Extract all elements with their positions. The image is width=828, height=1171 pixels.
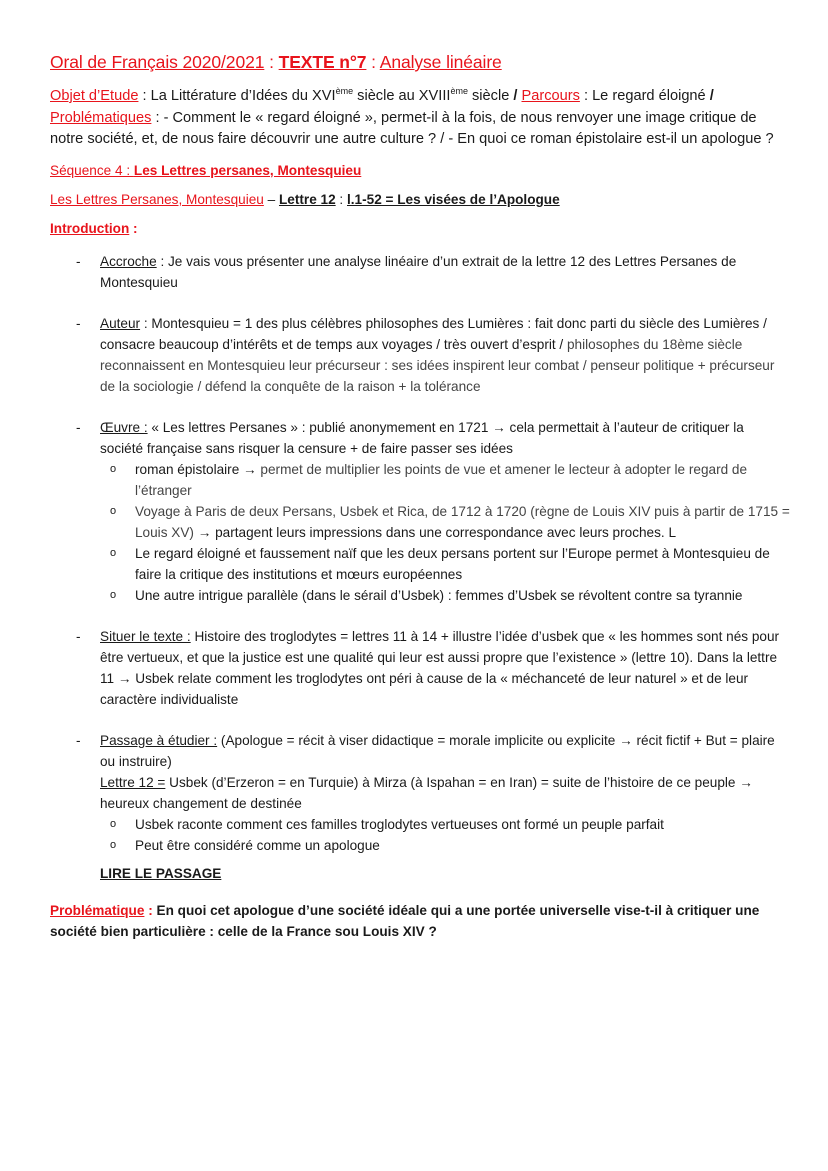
sub-item-text: Une autre intrigue parallèle (dans le sérail d’Usbek) : femmes d’Usbek se révoltent contre sa tyrannie bbox=[135, 587, 743, 603]
list-item-oeuvre bbox=[50, 417, 790, 606]
objet-etude-text: : La Littérature d’Idées du XVI bbox=[138, 88, 336, 104]
extract-dash: – bbox=[263, 191, 279, 207]
read-passage-heading: LIRE LE PASSAGE bbox=[100, 865, 222, 881]
dash-bullet-icon: - bbox=[76, 628, 81, 644]
problematique-block bbox=[50, 900, 790, 942]
list-item-situer bbox=[50, 626, 790, 710]
sub-item-text: Peut être considéré comme un apologue bbox=[135, 837, 380, 853]
item-text: : Montesquieu = 1 des plus célèbres philosophes des Lumières : fait donc parti du siècle des Lumières / consacre beaucoup d’intérêts et de temps aux voyages / très ouvert d’esprit / bbox=[100, 315, 767, 352]
circle-bullet-icon: o bbox=[110, 817, 117, 830]
list-item-auteur bbox=[50, 313, 790, 397]
dash-bullet-icon: - bbox=[76, 315, 81, 331]
title-analysis-type: Analyse linéaire bbox=[379, 52, 502, 72]
parcours-text: : Le regard éloigné bbox=[579, 88, 710, 104]
introduction-list bbox=[50, 251, 790, 856]
circle-bullet-icon: o bbox=[110, 504, 117, 517]
problematiques-label: Problématiques bbox=[50, 109, 152, 126]
problematique-text: En quoi cet apologue d’une société idéale qui a une portée universelle vise-t-il à critiquer une société bien particulière : celle de la France sou Louis XIV ? bbox=[50, 902, 760, 939]
title-separator: : bbox=[264, 52, 279, 72]
sub-item-text-grey: Voyage à Paris de deux Persans, Usbek et Rica, de 1712 à 1720 (règne de Louis XIV puis à partir de 1715 = Louis XV) bbox=[135, 503, 790, 540]
extract-letter: Lettre 12 bbox=[278, 191, 336, 207]
list-item-accroche bbox=[50, 251, 790, 293]
list-item-passage bbox=[50, 730, 790, 856]
extract-heading bbox=[50, 190, 790, 210]
sub-list-item bbox=[100, 459, 790, 501]
objet-etude-label: Objet d’Etude bbox=[50, 88, 139, 104]
item-label: Situer le texte : bbox=[100, 628, 191, 644]
superscript: ème bbox=[335, 86, 354, 97]
document-title bbox=[50, 50, 790, 74]
introduction-label: Introduction bbox=[50, 220, 130, 236]
sub-list-item bbox=[100, 814, 790, 835]
circle-bullet-icon: o bbox=[110, 588, 117, 601]
sub-item-text: roman épistolaire → bbox=[135, 461, 261, 477]
sequence-heading bbox=[50, 161, 790, 181]
sequence-title: Les Lettres persanes, Montesquieu bbox=[133, 162, 362, 178]
item-label: Accroche bbox=[100, 253, 157, 269]
circle-bullet-icon: o bbox=[110, 546, 117, 559]
item-label: Œuvre : bbox=[100, 419, 148, 435]
circle-bullet-icon: o bbox=[110, 462, 117, 475]
sub-list-item bbox=[100, 543, 790, 585]
item-text: « Les lettres Persanes » : publié anonymement en 1721 → cela permettait à l’auteur de critiquer la société française sans risquer la censure + de faire passer ses idées bbox=[100, 419, 744, 456]
separator-slash: / bbox=[513, 88, 518, 104]
item-text: : Je vais vous présenter une analyse linéaire d’un extrait de la lettre 12 des Lettres Persanes de Montesquieu bbox=[100, 253, 737, 290]
item-text: (Apologue = récit à viser didactique = morale implicite ou explicite → récit fictif + But = plaire ou instruire) bbox=[100, 732, 775, 769]
sequence-label: Séquence 4 : bbox=[50, 162, 134, 178]
title-separator: : bbox=[366, 52, 380, 72]
separator-slash: / bbox=[709, 88, 714, 104]
sub-item-text: → partagent leurs impressions dans une correspondance avec leurs proches. L bbox=[197, 524, 677, 540]
item-label: Passage à étudier : bbox=[100, 732, 218, 748]
sub-item-text-grey: permet de multiplier les points de vue et amener le lecteur à adopter le regard de l’étranger bbox=[135, 461, 748, 498]
item-text: Histoire des troglodytes = lettres 11 à 14 + illustre l’idée d’usbek que « les hommes sont nés pour être vertueux, et que la justice est une qualité qui leur est aussi propre que l’existence » (lettre 10). Dans la lettre 11 → Usbek relate comment les troglodytes ont péri à cause de la « méchanceté de leur naturel » et de leur caractère individualiste bbox=[100, 628, 780, 707]
sub-list-item bbox=[100, 501, 790, 543]
dash-bullet-icon: - bbox=[76, 732, 81, 748]
extract-work: Les Lettres Persanes, Montesquieu bbox=[50, 191, 264, 207]
introduction-heading bbox=[50, 219, 790, 239]
problematiques-text: : - Comment le « regard éloigné », permet-il à la fois, de nous renvoyer une image critique de notre société, et, de nous faire découvrir une autre culture ? / - En quoi ce roman épistolaire est-il un apologue ? bbox=[50, 109, 774, 147]
dash-bullet-icon: - bbox=[76, 253, 81, 269]
problematique-colon: : bbox=[144, 902, 153, 918]
sub-item-text: Usbek raconte comment ces familles troglodytes vertueuses ont formé un peuple parfait bbox=[135, 816, 664, 832]
sub-list-item bbox=[100, 585, 790, 606]
objet-etude-block bbox=[50, 86, 790, 151]
title-text-number: TEXTE n°7 bbox=[278, 52, 367, 72]
dash-bullet-icon: - bbox=[76, 419, 81, 435]
problematique-label: Problématique bbox=[50, 902, 145, 918]
superscript: ème bbox=[450, 86, 468, 97]
passage-sublist bbox=[100, 814, 790, 856]
document-page bbox=[50, 50, 790, 942]
extract-lines: l.1-52 = Les visées de l’Apologue bbox=[347, 191, 560, 207]
parcours-label: Parcours bbox=[521, 88, 580, 104]
circle-bullet-icon: o bbox=[110, 838, 117, 851]
item-text: Usbek (d’Erzeron = en Turquie) à Mirza (à Ispahan = en Iran) = suite de l’histoire de ce peuple → heureux changement de destinée bbox=[100, 774, 753, 811]
extract-separator: : bbox=[335, 191, 347, 207]
item-label: Lettre 12 = bbox=[100, 774, 166, 790]
passage-letter-line bbox=[100, 772, 790, 814]
objet-etude-text: siècle au XVIII bbox=[353, 88, 451, 104]
introduction-colon: : bbox=[129, 220, 138, 236]
oeuvre-sublist bbox=[100, 459, 790, 606]
title-course: Oral de Français 2020/2021 bbox=[50, 52, 265, 72]
item-text-grey: philosophes du 18ème siècle reconnaissent en Montesquieu leur précurseur : ses idées inspirent leur combat / penseur politique + précurseur de la sociologie / défend la conquête de la raison + la tolérance bbox=[100, 336, 775, 394]
sub-item-text: Le regard éloigné et faussement naïf que les deux persans portent sur l’Europe permet à Montesquieu de faire la critique des institutions et mœurs européennes bbox=[135, 545, 770, 582]
objet-etude-text: siècle bbox=[467, 88, 514, 104]
sub-list-item bbox=[100, 835, 790, 856]
item-label: Auteur bbox=[100, 315, 141, 331]
